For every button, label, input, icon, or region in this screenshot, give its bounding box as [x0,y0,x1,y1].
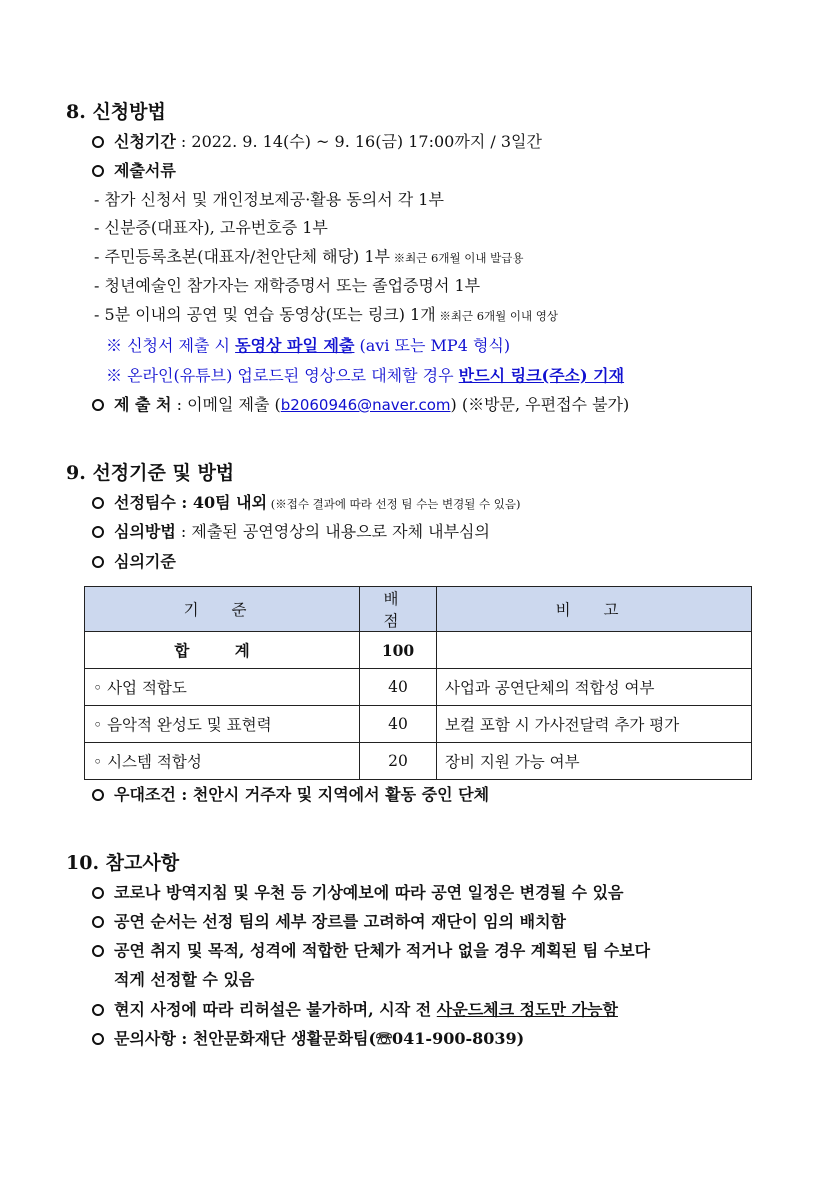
note-cell: 사업과 공연단체의 적합성 여부 [437,669,752,706]
doc-note: ※최근 6개월 이내 발급용 [390,251,524,265]
criteria-heading: 심의기준 [92,552,176,572]
section-8-title: 8. 신청방법 [66,101,166,123]
header-note: 비 고 [437,587,752,632]
section-10-title: 10. 참고사항 [66,852,180,874]
table-row [85,743,752,780]
note-item-continued: 적게 선정할 수 있음 [114,970,255,989]
contact-info: 문의사항 : 천안문화재단 생활문화팀(☏041-900-8039) [92,1029,524,1049]
note-item: 공연 취지 및 목적, 성격에 적합한 단체가 적거나 없을 경우 계획된 팀 수보다 [92,941,650,961]
email-link[interactable]: b2060946@naver.com [280,396,451,414]
criterion-cell: ◦ 사업 적합도 [85,669,360,706]
preference-condition: 우대조건 : 천안시 거주자 및 지역에서 활동 중인 단체 [92,785,489,805]
doc-item: - 참가 신청서 및 개인정보제공·활용 동의서 각 1부 [94,190,444,209]
documents-heading: 제출서류 [92,161,176,181]
criteria-table [84,586,752,780]
table-header-row [85,587,752,632]
circle-bullet-icon [92,399,104,411]
total-score: 100 [360,632,437,669]
note-cell: 보컬 포함 시 가사전달력 추가 평가 [437,706,752,743]
doc-item: - 신분증(대표자), 고유번호증 1부 [94,218,328,237]
note-cell: 장비 지원 가능 여부 [437,743,752,780]
score-cell: 40 [360,706,437,743]
score-cell: 20 [360,743,437,780]
circle-bullet-icon [92,556,104,568]
circle-bullet-icon [92,887,104,899]
header-criterion: 기 준 [85,587,360,632]
circle-bullet-icon [92,945,104,957]
doc-item: - 청년예술인 참가자는 재학증명서 또는 졸업증명서 1부 [94,276,481,295]
header-score: 배 점 [360,587,437,632]
note-item: 코로나 방역지침 및 우천 등 기상예보에 따라 공연 일정은 변경될 수 있음 [92,883,624,903]
note-item: 현지 사정에 따라 리허설은 불가하며, 시작 전 사운드체크 정도만 가능함 [92,1000,618,1020]
criterion-cell: ◦ 시스템 적합성 [85,743,360,780]
circle-bullet-icon [92,1004,104,1016]
submission-place: 제 출 처 : 이메일 제출 (b2060946@naver.com) (※방문, 우편접수 불가) [92,395,629,415]
link-note: ※ 온라인(유튜브) 업로드된 영상으로 대체할 경우 반드시 링크(주소) 기재 [106,366,625,385]
doc-note: ※최근 6개월 이내 영상 [435,309,559,323]
doc-item: - 5분 이내의 공연 및 연습 동영상(또는 링크) 1개 ※최근 6개월 이내 영상 [94,305,559,324]
criterion-cell: ◦ 음악적 완성도 및 표현력 [85,706,360,743]
circle-bullet-icon [92,916,104,928]
application-period: 신청기간 : 2022. 9. 14(수) ~ 9. 16(금) 17:00까지 / 3일간 [92,132,542,152]
score-cell: 40 [360,669,437,706]
circle-bullet-icon [92,497,104,509]
review-method: 심의방법 : 제출된 공연영상의 내용으로 자체 내부심의 [92,522,490,542]
circle-bullet-icon [92,165,104,177]
video-note: ※ 신청서 제출 시 동영상 파일 제출 (avi 또는 MP4 형식) [106,336,511,355]
circle-bullet-icon [92,526,104,538]
table-row [85,669,752,706]
selection-count: 선정팀수 : 40팀 내외 (※접수 결과에 따라 선정 팀 수는 변경될 수 있음) [92,493,520,514]
note-item: 공연 순서는 선정 팀의 세부 장르를 고려하여 재단이 임의 배치함 [92,912,566,932]
circle-bullet-icon [92,136,104,148]
doc-item: - 주민등록초본(대표자/천안단체 해당) 1부 ※최근 6개월 이내 발급용 [94,247,524,266]
table-row [85,706,752,743]
table-total-row [85,632,752,669]
circle-bullet-icon [92,1033,104,1045]
total-label: 합 계 [85,632,360,669]
section-9-title: 9. 선정기준 및 방법 [66,462,235,484]
circle-bullet-icon [92,789,104,801]
teams-note: (※접수 결과에 따라 선정 팀 수는 변경될 수 있음) [267,497,521,511]
